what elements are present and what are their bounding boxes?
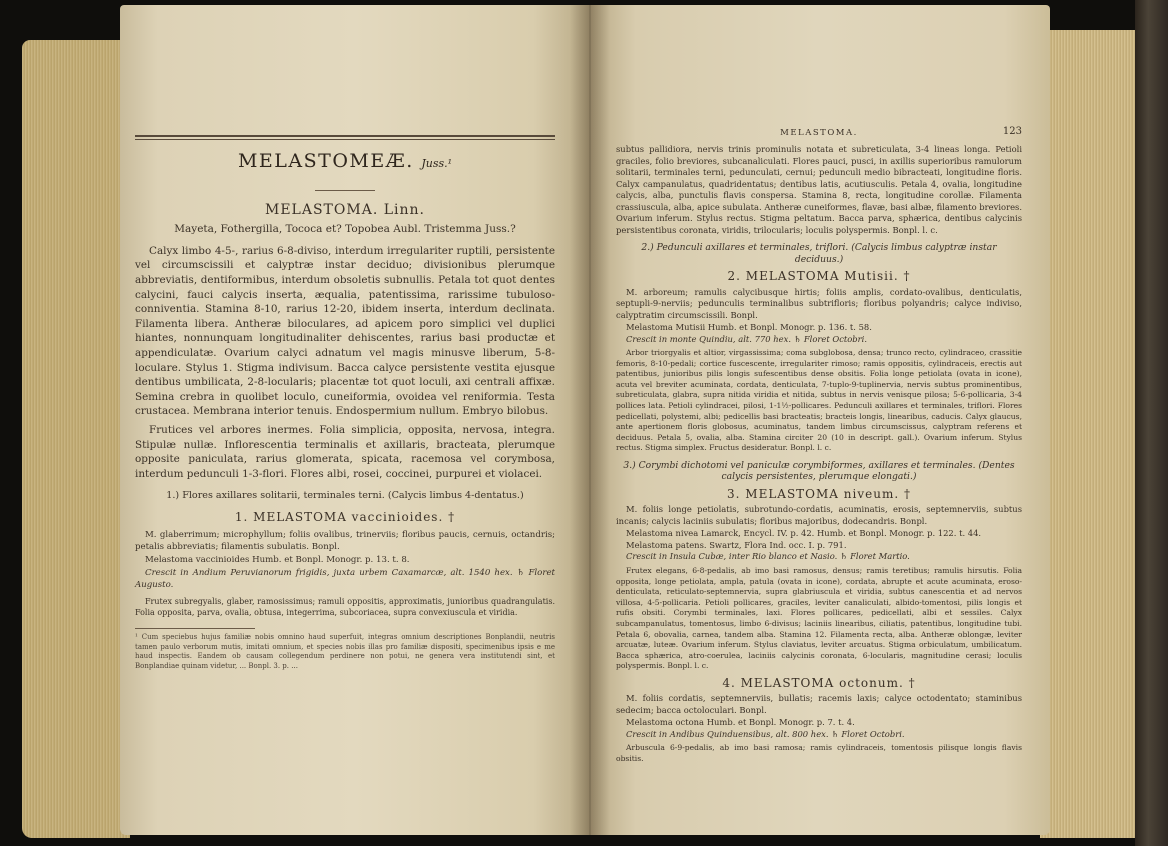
page-number: 123	[1002, 126, 1022, 137]
species-reference-3b: Melastoma patens. Swartz, Flora Ind. occ. I. p. 791.	[626, 539, 847, 550]
species-reference-3a: Melastoma nivea Lamarck, Encycl. IV. p. 42. Humb. et Bonpl. Monogr. p. 122. t. 44.	[626, 528, 982, 539]
species-text-4: Arbuscula 6-9-pedalis, ab imo basi ramosa; ramis cylindraceis, tomentosis pilisque longis flavis obsitis.	[616, 743, 1022, 763]
species-reference-2: Melastoma Mutisii Humb. et Bonpl. Monogr. p. 136. t. 58.	[626, 322, 872, 332]
footnote: ¹ Cum speciebus hujus familiæ nobis omnino haud superfuit, integras omnium descriptiones Bonplandii, neutris tamen paulo verborum mutis, imitati omnium, et species nobis illas pro familiæ dispositi, specimenibus ipsis e me haud inspectis. Eandem ob causam collegendum perdinere non potui, ne genera vera institutendi sint, et Bonplandiae quinam videtur, ... Bonpl. 3. p. ...	[135, 633, 555, 670]
genus-synonyms: Mayeta, Fothergilla, Tococa et? Topobea Aubl. Tristemma Juss.?	[174, 223, 516, 236]
genus-habit: Frutices vel arbores inermes. Folia simplicia, opposita, nervosa, integra. Stipulæ nullæ. Inflorescentia terminalis et axillaris, bracteata, plerumque opposite paniculata, rarius glomerata, spicata, racemosa vel corymbosa, interdum pedunculi 1-3-flori. Flores albi, rosei, coccinei, purpurei et violacei.	[135, 423, 555, 480]
species-title-4: 4. MELASTOMA octonum. †	[722, 675, 916, 690]
species-diagnosis-1: M. glaberrimum; microphyllum; foliis ovalibus, trinerviis; floribus paucis, cernuis, octandris; petalis abbreviatis; filamentis subulatis. Bonpl.	[135, 530, 555, 553]
family-title	[135, 150, 555, 172]
species-text-1: Frutex subregyalis, glaber, ramosissimus; ramuli oppositis, approximatis, junioribus quadrangulatis. Folia opposita, parva, ovalia, obtusa, integerrima, subcoriacea, supra convexiuscula et viridia.	[135, 597, 555, 618]
divider	[315, 190, 375, 191]
species-title-2: 2. MELASTOMA Mutisii. †	[727, 269, 911, 283]
book-cover-edge	[1135, 0, 1168, 846]
running-title: MELASTOMA.	[780, 128, 858, 138]
running-header	[616, 128, 1022, 140]
book-gutter	[570, 5, 610, 835]
species-habitat-4: Crescit in Andibus Quinduensibus, alt. 800 hex. ♄ Floret Octobri.	[626, 728, 905, 739]
genus-title: MELASTOMA. Linn.	[265, 201, 425, 218]
species-reference-4: Melastoma octona Humb. et Bonpl. Monogr. p. 7. t. 4.	[626, 717, 855, 728]
section-heading-2: 2.) Pedunculi axillares et terminales, triflori. (Calycis limbus calyptræ instar deciduus.)	[641, 242, 997, 265]
left-page-text	[135, 125, 555, 671]
section-heading-1: 1.) Flores axillares solitarii, terminales terni. (Calycis limbus 4-dentatus.)	[166, 490, 524, 502]
species-habitat-2: Crescit in monte Quindiu, alt. 770 hex. ♄ Floret Octobri.	[626, 333, 868, 344]
species-text-3: Frutex elegans, 6-8-pedalis, ab imo basi ramosus, densus; ramis teretibus; ramulis hirsutis. Folia opposita, longe petiolata, ampla, patula (ovata in icone), cordata, abrupte et acute acuminata, eroso-denticulata, reticulato-septemnervia, supra glabriuscula et viridia, subtus canescentia et ad nervos villosa, 4-5-pollicaria. Petioli pollicares, graciles, leviter canaliculati, albido-tomentosi, pilis longis et rufis obsiti. Corymbi terminales, laxi. Flores pollicares, pedicellati, albi et sessiles. Calyx subcampanulatus, tomentosus, limbo 6-divisus; laciniis linearibus, ciliatis, patentibus, longitudine tubi. Petala 6, obovalia, carnea, tandem alba. Stamina 12. Filamenta recta, alba. Antheræ oblongæ, leviter arcuatæ, luteæ. Ovarium inferum. Stylus claviatus, leviter arcuatus. Stigma orbiculatum, umbilicatum. Bacca sphærica, atro-coerulea, laciniis calycinis coronata, 6-locularis, magnitudine cerasi; loculis polyspermis. Bonpl. l. c.	[616, 565, 1022, 671]
genus-description: Calyx limbo 4-5-, rarius 6-8-diviso, interdum irregulariter ruptili, persistente vel circumscissili et calyptræ instar deciduo; divisionibus plerumque abbreviatis, dentiformibus, interdum obsoletis subnullis. Petala tot quot dentes calycini, fauci calycis inserta, æqualia, patentissima, rarissime tubuloso-conniventia. Stamina 8-10, rarius 12-20, ibidem inserta, interdum declinata. Filamenta libera. Antheræ biloculares, ad apicem poro simplici vel duplici hiantes, nonnunquam longitudinaliter dehiscentes, rarius basi productæ et appendiculatæ. Ovarium calyci adnatum vel magis minusve liberum, 5-8-loculare. Stylus 1. Stigma indivisum. Bacca calyce persistente vestita ejusque dentibus umbilicata, 2-8-locularis; placentæ tot quot loculi, axi centrali affixæ. Semina crebra in quolibet loculo, cuneiformia, ovoidea vel reniformia. Testa crustacea. Membrana interior tenuis. Endospermium nullum. Embryo bilobus.	[135, 244, 555, 418]
right-page-text	[616, 144, 1022, 765]
top-rule	[135, 135, 555, 140]
right-page-edges	[1040, 30, 1150, 838]
family-author: Juss.¹	[421, 157, 453, 170]
continued-text: subtus pallidiora, nervis trinis prominulis notata et subreticulata, 3-4 lineas longa. Petioli graciles, folio breviores, subcanaliculati. Flores pauci, pusci, in axillis superioribus ramulorum solitarii, terminales terni, pedunculati, cernui; pedunculi medio bibracteati, longitudine floris. Calyx campanulatus, quadridentatus; dentibus latis, acutiusculis. Petala 4, ovalia, longitudine calycis, alba, punctulis flavis conspersa. Stamina 8, recta, longitudine corollæ. Filamenta crassiuscula, alba, apice subulata. Antheræ cuneiformes, flavæ, basi albæ, filamento breviores. Ovarium inferum. Stylus rectus. Stigma peltatum. Bacca parva, sphærica, dentibus calycinis persistentibus coronata, viridis, trilocularis; loculis polyspermis. Bonpl. l. c.	[616, 144, 1022, 235]
section-heading-3: 3.) Corymbi dichotomi vel paniculæ corymbiformes, axillares et terminales. (Dentes calycis persistentes, plerumque elongati.)	[623, 459, 1015, 483]
species-habitat-1: Crescit in Andium Peruvianorum frigidis, juxta urbem Caxamarcæ, alt. 1540 hex. ♄ Floret Augusto.	[135, 567, 555, 590]
species-text-2: Arbor triorgyalis et altior, virgassissima; coma subglobosa, densa; trunco recto, cylindraceo, crassitie femoris, 8-10-pedali; cortice fuscescente, irregulariter rimoso; ramis oppositis, cylindraceis, erectis aut patentibus, junioribus pilis longis sufescentibus dense obsitis. Folia longe petiolata (ovata in icone), acuta vel breviter acuminata, cordata, denticulata, 7-tuplo-9-tuplinervia, nervis subtus prominentibus, subreticulata, glabra, supra nitida viridia et nitida, subtus in nervis venisque pilosa; 5-6-pollicaria, 3-4 pollices lata. Petioli cylindracei, pilosi, 1-1½-pollicares. Pedunculi axillares et terminales, triflori. Flores pedicellati, polystemi, albi; pedicellis basi bracteatis; bracteis longis, linearibus, caducis. Calyx glaucus, ante apertionem floris globosus, acuminatus, tandem limbus circumscissus, calyptram referens et deciduus. Petala 5, ovalia, alba. Stamina circiter 20 (10 in descript. gall.). Ovarium inferum. Stylus rectus. Stigma simplex. Fructus desideratur. Bonpl. l. c.	[616, 348, 1022, 453]
species-habitat-3: Crescit in Insula Cubæ, inter Rio blanco et Nasio. ♄ Floret Martio.	[626, 551, 910, 562]
footnote-rule	[135, 628, 255, 629]
species-diagnosis-3: M. foliis longe petiolatis, subrotundo-cordatis, acuminatis, erosis, septemnerviis, subtus incanis; calycis laciniis subulatis; floribus majoribus, dodecandris. Bonpl.	[616, 504, 1022, 526]
species-diagnosis-4: M. foliis cordatis, septemnerviis, bullatis; racemis laxis; calyce octodentato; staminibus sedecim; bacca octoloculari. Bonpl.	[616, 693, 1022, 715]
species-reference-1: Melastoma vaccinioides Humb. et Bonpl. Monogr. p. 13. t. 8.	[145, 555, 410, 566]
species-title-1: 1. MELASTOMA vaccinioides. †	[234, 509, 456, 524]
left-page-edges	[22, 40, 130, 838]
family-name: MELASTOMEÆ.	[237, 150, 414, 172]
species-diagnosis-2: M. arboreum; ramulis calycibusque hirtis; foliis amplis, cordato-ovalibus, denticulatis, septupli-9-nerviis; pedunculis terminalibus subtrifloris; floribus polyandris; calyce indiviso, calyptratim circumscissili. Bonpl.	[616, 286, 1022, 320]
species-title-3: 3. MELASTOMA niveum. †	[727, 486, 911, 501]
